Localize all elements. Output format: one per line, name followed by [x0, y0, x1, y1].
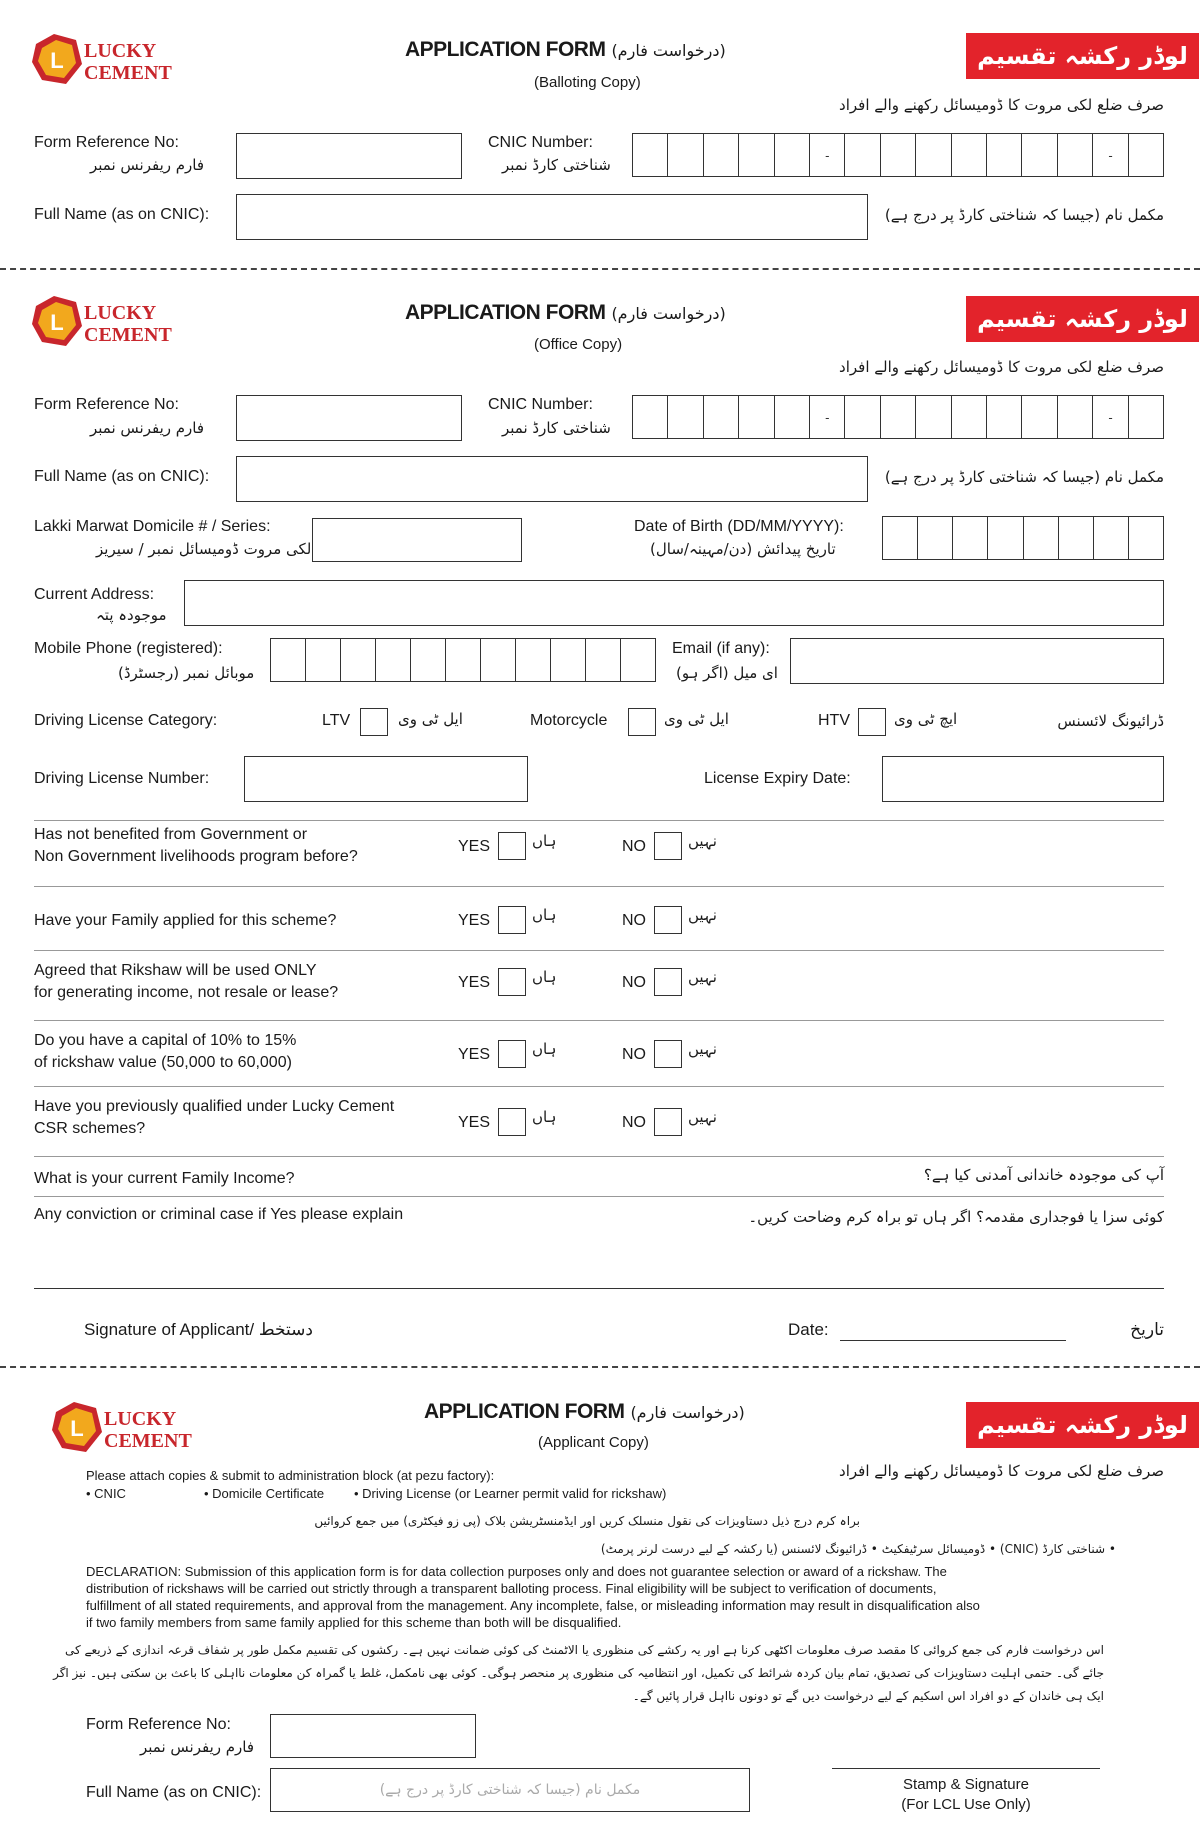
yes-urdu: ہاں — [532, 832, 557, 850]
form-ref-input[interactable] — [236, 133, 462, 179]
question-1-line2: Non Government livelihoods program before? — [34, 848, 358, 865]
license-no-label: Driving License Number: — [34, 770, 210, 787]
domicile-label: Lakki Marwat Domicile # / Series: — [34, 518, 271, 535]
no-label: NO — [622, 1114, 646, 1131]
domicile-note-2: صرف ضلع لکی مروت کا ڈومیسائل رکھنے والے افراد — [839, 358, 1164, 376]
domicile-note-3: صرف ضلع لکی مروت کا ڈومیسائل رکھنے والے افراد — [839, 1462, 1164, 1480]
logo-line2: CEMENT — [104, 1430, 192, 1452]
no-urdu: نہیں — [688, 968, 717, 986]
logo-line2: CEMENT — [84, 62, 172, 84]
divider — [34, 820, 1164, 821]
form-title-ur: (درخواست فارم) — [611, 41, 726, 60]
form-ref-label-3: Form Reference No: — [86, 1716, 231, 1733]
attach-title: Please attach copies & submit to administration block (at pezu factory): — [86, 1468, 495, 1483]
question-2-no-checkbox[interactable] — [654, 906, 682, 934]
dob-urdu: تاریخ پیدائش (دن/مہینہ/سال) — [650, 540, 836, 558]
stamp-label: Stamp & Signature — [903, 1776, 1029, 1793]
form-title-ur: (درخواست فارم) — [630, 1403, 745, 1422]
question-2-line1: Have your Family applied for this scheme? — [34, 912, 337, 929]
title-banner: لوڈر رکشہ تقسیم — [966, 33, 1199, 79]
mobile-label: Mobile Phone (registered): — [34, 640, 223, 657]
no-label: NO — [622, 838, 646, 855]
cnic-label-2: CNIC Number: — [488, 396, 593, 413]
logo-letter: L — [50, 310, 64, 335]
form-ref-label-2: Form Reference No: — [34, 396, 179, 413]
fullname-placeholder: مکمل نام (جیسا کہ شناختی کارڈ پر درج ہے) — [379, 1782, 641, 1798]
no-urdu: نہیں — [688, 1040, 717, 1058]
fullname-label-3: Full Name (as on CNIC): — [86, 1784, 262, 1801]
yes-label: YES — [458, 1114, 491, 1131]
mobile-input[interactable] — [270, 638, 656, 682]
no-urdu: نہیں — [688, 832, 717, 850]
yes-label: YES — [458, 838, 491, 855]
form-title — [405, 38, 726, 62]
no-urdu: نہیں — [688, 1108, 717, 1126]
motorcycle-label: Motorcycle — [530, 712, 608, 729]
question-4-no-checkbox[interactable] — [654, 1040, 682, 1068]
address-urdu: موجودہ پتہ — [96, 606, 167, 624]
income-urdu: آپ کی موجودہ خاندانی آمدنی کیا ہے؟ — [923, 1166, 1164, 1184]
cnic-urdu: شناختی کارڈ نمبر — [502, 156, 611, 174]
cnic-input-2[interactable]: - - — [632, 395, 1164, 439]
motorcycle-urdu: ایل ٹی وی — [664, 710, 729, 728]
form-ref-input-2[interactable] — [236, 395, 462, 441]
date-input-line[interactable] — [840, 1340, 1066, 1341]
ltv-checkbox[interactable] — [360, 708, 388, 736]
date-label: Date: — [788, 1320, 829, 1339]
form-ref-input-3[interactable] — [270, 1714, 476, 1758]
conviction-label: Any conviction or criminal case if Yes please explain — [34, 1206, 404, 1223]
email-label: Email (if any): — [672, 640, 770, 657]
yes-urdu: ہاں — [532, 1040, 557, 1058]
form-subtitle: (Balloting Copy) — [534, 74, 641, 91]
htv-checkbox[interactable] — [858, 708, 886, 736]
logo-line1: LUCKY — [104, 1408, 177, 1430]
logo-letter: L — [70, 1416, 84, 1441]
ltv-urdu: ایل ٹی وی — [398, 710, 463, 728]
conviction-explain-input[interactable] — [34, 1230, 1164, 1284]
divider — [34, 1020, 1164, 1021]
divider — [34, 1156, 1164, 1157]
license-cat-urdu: ڈرائیونگ لائسنس — [1057, 712, 1164, 730]
logo-line2: CEMENT — [84, 324, 172, 346]
no-urdu: نہیں — [688, 906, 717, 924]
domicile-note: صرف ضلع لکی مروت کا ڈومیسائل رکھنے والے افراد — [839, 96, 1164, 114]
declaration-line-2: distribution of rickshaws will be carried out strictly through a transparent balloting process. Final eligibility will be subject to verification of documents, — [86, 1581, 937, 1596]
mobile-urdu: موبائل نمبر (رجسٹرڈ) — [118, 664, 255, 682]
license-no-input[interactable] — [244, 756, 528, 802]
form-title-ur: (درخواست فارم) — [611, 304, 726, 323]
question-3-no-checkbox[interactable] — [654, 968, 682, 996]
attach-urdu-2: • شناختی کارڈ (CNIC) • ڈومیسائل سرٹیفکیٹ • ڈرائیونگ لائسنس (یا رکشہ کے لیے درست لرنر پرمٹ) — [600, 1542, 1116, 1556]
htv-label: HTV — [818, 712, 850, 729]
stamp-signature-line[interactable] — [832, 1768, 1100, 1769]
question-2-yes-checkbox[interactable] — [498, 906, 526, 934]
date-urdu: تاریخ — [1130, 1320, 1164, 1340]
license-expiry-input[interactable] — [882, 756, 1164, 802]
question-5-line2: CSR schemes? — [34, 1120, 146, 1137]
question-5-line1: Have you previously qualified under Lucky Cement — [34, 1098, 395, 1115]
cut-line-1 — [0, 268, 1200, 270]
fullname-input-2[interactable] — [236, 456, 868, 502]
form-ref-urdu-2: فارم ریفرنس نمبر — [90, 419, 205, 437]
logo-letter: L — [50, 48, 64, 73]
form-title-3 — [424, 1400, 745, 1424]
email-urdu: ای میل (اگر ہو) — [676, 664, 778, 682]
cnic-input[interactable]: - - — [632, 133, 1164, 177]
declaration-urdu-3: ایک ہی خاندان کے دو افراد اس اسکیم کے لیے درخواست دیں گے تو دونوں نااہل قرار پائیں گے۔ — [632, 1689, 1104, 1703]
motorcycle-checkbox[interactable] — [628, 708, 656, 736]
yes-urdu: ہاں — [532, 968, 557, 986]
lucky-cement-logo — [30, 30, 200, 90]
yes-label: YES — [458, 1046, 491, 1063]
yes-urdu: ہاں — [532, 1108, 557, 1126]
attach-urdu-1: براہ کرم درج ذیل دستاویزات کی نقول منسلک کریں اور ایڈمنسٹریشن بلاک (پی زو فیکٹری) میں جمع کروائیں — [314, 1514, 860, 1528]
lucky-cement-logo-3 — [50, 1398, 220, 1458]
divider — [34, 1196, 1164, 1197]
yes-label: YES — [458, 974, 491, 991]
attach-item-cnic: • CNIC — [86, 1486, 126, 1501]
form-ref-urdu-3: فارم ریفرنس نمبر — [140, 1738, 255, 1756]
fullname-urdu: مکمل نام (جیسا کہ شناختی کارڈ پر درج ہے) — [884, 206, 1164, 224]
form-ref-urdu: فارم ریفرنس نمبر — [90, 156, 205, 174]
form-subtitle-3: (Applicant Copy) — [538, 1434, 649, 1451]
yes-urdu: ہاں — [532, 906, 557, 924]
fullname-urdu-2: مکمل نام (جیسا کہ شناختی کارڈ پر درج ہے) — [884, 468, 1164, 486]
form-title-en: APPLICATION FORM — [424, 1400, 625, 1423]
form-title-en: APPLICATION FORM — [405, 301, 606, 324]
form-subtitle-2: (Office Copy) — [534, 336, 623, 353]
license-cat-label: Driving License Category: — [34, 712, 218, 729]
signature-label: Signature of Applicant/ دستخط — [84, 1320, 313, 1339]
title-banner-2: لوڈر رکشہ تقسیم — [966, 296, 1199, 342]
no-label: NO — [622, 974, 646, 991]
divider — [34, 950, 1164, 951]
question-5-yes-checkbox[interactable] — [498, 1108, 526, 1136]
fullname-label: Full Name (as on CNIC): — [34, 206, 210, 223]
attach-item-license: • Driving License (or Learner permit valid for rickshaw) — [354, 1486, 667, 1501]
address-input[interactable] — [184, 580, 1164, 626]
question-4-line2: of rickshaw value (50,000 to 60,000) — [34, 1054, 292, 1071]
logo-line1: LUCKY — [84, 302, 157, 324]
fullname-label-2: Full Name (as on CNIC): — [34, 468, 210, 485]
title-banner-3: لوڈر رکشہ تقسیم — [966, 1402, 1199, 1448]
declaration-urdu-1: اس درخواست فارم کی جمع کروائی کا مقصد صرف معلومات اکٹھی کرنا ہے اور یہ رکشے کی منظوری یا الاٹمنٹ کی کوئی ضمانت نہیں ہے۔ رکشوں کی تقسیم مکمل طور پر شفاف قرعہ اندازی کے ذریعے کی — [64, 1643, 1104, 1657]
ltv-label: LTV — [322, 712, 351, 729]
lucky-cement-logo-2 — [30, 292, 200, 352]
fullname-input-3[interactable] — [270, 1768, 750, 1812]
stamp-sublabel: (For LCL Use Only) — [901, 1796, 1031, 1813]
declaration-line-3: fulfillment of all stated requirements, and approval from the management. Any incomplete, false, or misleading information may result in disqualification also — [86, 1598, 980, 1613]
question-4-yes-checkbox[interactable] — [498, 1040, 526, 1068]
question-1-yes-checkbox[interactable] — [498, 832, 526, 860]
divider — [34, 1086, 1164, 1087]
declaration-line-4: if two family members from same family applied for this scheme than both will be disqualified. — [86, 1615, 622, 1630]
declaration-line-1: DECLARATION: Submission of this application form is for data collection purposes only and does not guarantee selection or award of a rickshaw. The — [86, 1564, 947, 1579]
form-ref-label: Form Reference No: — [34, 134, 179, 151]
divider — [34, 886, 1164, 887]
license-expiry-label: License Expiry Date: — [704, 770, 851, 787]
question-3-line1: Agreed that Rikshaw will be used ONLY — [34, 962, 317, 979]
htv-urdu: ایچ ٹی وی — [894, 710, 958, 728]
cnic-label: CNIC Number: — [488, 134, 593, 151]
declaration-urdu-2: جائے گی۔ حتمی اہلیت دستاویزات کی تصدیق، تمام بیان کردہ شرائط کی تکمیل، اور انتظامیہ کی منظوری پر منحصر ہوگی۔ کوئی بھی نامکمل، غلط یا گمراہ کن معلومات نااہلی کا باعث بن سکتی ہیں۔ نیز اگر — [53, 1666, 1104, 1680]
question-4-line1: Do you have a capital of 10% to 15% — [34, 1032, 297, 1049]
question-1-no-checkbox[interactable] — [654, 832, 682, 860]
domicile-input[interactable] — [312, 518, 522, 562]
domicile-urdu: لکی مروت ڈومیسائل نمبر / سیریز — [96, 540, 312, 558]
income-label: What is your current Family Income? — [34, 1170, 295, 1187]
question-3-line2: for generating income, not resale or lease? — [34, 984, 339, 1001]
email-input[interactable] — [790, 638, 1164, 684]
form-title-en: APPLICATION FORM — [405, 38, 606, 61]
dob-input[interactable] — [882, 516, 1164, 560]
no-label: NO — [622, 912, 646, 929]
form-title-2 — [405, 301, 726, 325]
address-label: Current Address: — [34, 586, 155, 603]
logo-line1: LUCKY — [84, 40, 157, 62]
cnic-urdu-2: شناختی کارڈ نمبر — [502, 419, 611, 437]
yes-label: YES — [458, 912, 491, 929]
cut-line-2 — [0, 1366, 1200, 1368]
dob-label: Date of Birth (DD/MM/YYYY): — [634, 518, 844, 535]
question-3-yes-checkbox[interactable] — [498, 968, 526, 996]
conviction-urdu: کوئی سزا یا فوجداری مقدمہ؟ اگر ہاں تو براہ کرم وضاحت کریں۔ — [748, 1208, 1164, 1226]
attach-item-domicile: • Domicile Certificate — [204, 1486, 325, 1501]
no-label: NO — [622, 1046, 646, 1063]
question-5-no-checkbox[interactable] — [654, 1108, 682, 1136]
fullname-input[interactable] — [236, 194, 868, 240]
question-1-line1: Has not benefited from Government or — [34, 826, 308, 843]
conviction-line — [34, 1288, 1164, 1289]
